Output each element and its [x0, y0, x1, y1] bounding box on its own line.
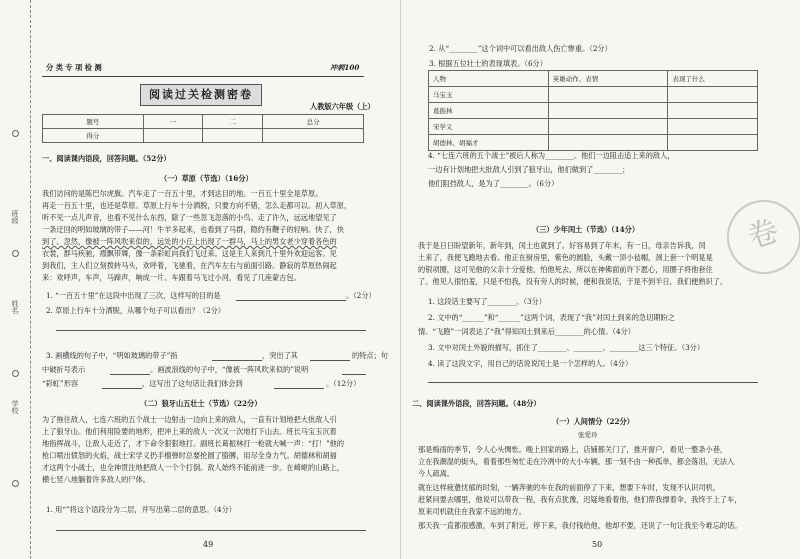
table-cell[interactable]: [668, 135, 758, 151]
answer-line[interactable]: [236, 300, 346, 301]
passage-line: 枪口喷出愤怒的火焰，战士宋学义扔手榴弹时总要抡圆了胳膊，用尽全身力气。胡德林和胡福: [42, 451, 337, 460]
question: 2. 从“________”这个词中可以看出敌人伤亡惨重。（2分）: [429, 44, 612, 53]
score-cell: 总分: [263, 115, 364, 129]
binding-hole: [12, 250, 19, 257]
question: 1. “一百五十里”在这段中出现了三次，这样写的目的是: [46, 291, 221, 300]
watermark-stamp: 卷: [717, 190, 800, 283]
passage-line: 的银项圈，这可见他的父亲十分爱他，怕他死去，所以在神佛面前许下愿心，用圈子将他套住: [418, 265, 713, 274]
passage-line: 听不见一点儿声音，也看不见什么东西，除了一些忽飞忽落的小鸟。走了许久，远远地望见了: [42, 213, 337, 222]
question-part: “彩虹”形容: [42, 379, 79, 388]
table-cell[interactable]: [548, 87, 668, 103]
score-cell: 得分: [43, 129, 144, 143]
question-part: 中破折号表示: [42, 365, 86, 374]
binding-hole: [12, 370, 19, 377]
passage-title: （一）人间情分（22分）: [552, 417, 634, 426]
passage-line: 一条迂回的明如玻璃的带子——河！牛羊多起来，也看到了马群，隐约有鞭子的轻响。快了，快: [42, 225, 344, 234]
question-part: 。画波浪线的句子中，“像被一阵风吹来似的”说明: [150, 365, 309, 374]
binding-hole: [12, 130, 19, 137]
passage-line: 才这两个小战士，也全神贯注地把敌人一个个打倒。敌人始终不能前进一步。在崎岖的山路上，: [42, 463, 344, 472]
score-cell: 二: [203, 115, 263, 129]
table-cell[interactable]: [548, 103, 668, 119]
page-number: 49: [203, 540, 214, 549]
table-cell[interactable]: [668, 103, 758, 119]
question: 4. 读了这段文字，用自己的话说说闰土是一个怎样的人。（4分）: [428, 359, 633, 368]
passage-line: 我于是日日盼望新年，新年到，闰土也就到了。好容易到了年末，有一日，母亲告诉我，闰: [418, 241, 706, 250]
answer-line[interactable]: [102, 388, 142, 389]
score-cell: [143, 129, 203, 143]
table-cell: 葛振林: [429, 103, 549, 119]
passage-line: 今人疏离。: [418, 469, 454, 478]
question: 3. 根据五位壮士的表现填表。（6分）: [429, 59, 547, 68]
question-part: 的特点；句: [352, 351, 388, 360]
passage-title: （一）草原（节选）（16分）: [160, 174, 253, 183]
answer-line[interactable]: [110, 374, 150, 375]
question-score: 。（12分）: [326, 379, 361, 388]
passage-line: 地指挥战斗，让敌人走近了，才下命令狠狠地打。副班长葛振林打一枪就大喊一声：“打！”他的: [42, 439, 345, 448]
answer-line[interactable]: [212, 360, 262, 361]
question: 2. 草原上行车十分洒脱，从哪个句子可以看出？（2分）: [46, 306, 226, 315]
question: 1. 用“”将这个语段分为二层，并写出第二层的意思。（4分）: [46, 505, 236, 514]
answer-line[interactable]: [342, 374, 366, 375]
passage-line: 原来司机就住在我家不远的地方。: [418, 507, 526, 516]
passage-title: （三）少年闰土（节选）（14分）: [532, 225, 640, 234]
page-title: 阅读过关检测密卷: [140, 84, 262, 106]
question: 1. 这段话主要写了________。（3分）: [428, 297, 546, 306]
passage-line: 了。他见人很怕羞，只是不怕我，没有旁人的时候，便和我说话，于是不到半日，我们便熟识了。: [418, 277, 728, 286]
passage-line: 到了。忽然，像被一阵风吹来似的，远处的小丘上出现了一群马，马上的男女老少穿着各色的: [42, 237, 337, 246]
question: 他们阻挡敌人，是为了________。（6分）: [428, 179, 559, 188]
section-heading: 一、阅读课内语段，回答问题。（52分）: [42, 154, 171, 163]
passage-line: 土来了，我便飞跑地去看。他正在厨房里，紫色的圆脸，头戴一顶小毡帽，颈上套一个明晃晃: [418, 253, 713, 262]
passage-line: 赶紧问要去哪里，他说可以带我一程，我有点犹豫，迟疑地看着他，他们帮我撑着伞，我终于上了车，: [418, 495, 742, 504]
question: 3. 文中对闰土外貌的描写，抓住了________、________、________这三个特征。（3分）: [428, 343, 705, 352]
answer-line[interactable]: [428, 382, 758, 383]
table-cell: 宋学义: [429, 119, 549, 135]
answer-line[interactable]: [56, 330, 366, 331]
margin-label-class: 班级: [11, 210, 19, 224]
question: 2. 文中的“______”和“______”这两个词，表现了“我”对闰土到来的急切期盼之: [428, 313, 675, 322]
margin-label-school: 学校: [11, 400, 19, 414]
passage-line: 那天我一直都很感激，车到了附近，停下来，我付钱给他，他却不要，还说了一句让我至今难忘的话。: [418, 521, 742, 530]
margin-label-name: 姓名: [11, 300, 19, 314]
passage-line: 立在我潮湿的街头，看着那些匆忙走在冷冽中的大小车辆，那一刻不由一种孤单，都会落泪，无法入: [418, 457, 735, 466]
passage-line: 到我们，主人们立刻拨转马头，欢呼着，飞驰着，在汽车左右与前面引路。静寂的草原热闹起: [42, 261, 337, 270]
score-cell: 题号: [43, 115, 144, 129]
table-header: 英雄动作、表情: [548, 71, 668, 87]
question: 情。“飞跑”一词表达了“我”得知闰土到来后________的心情。（4分）: [418, 327, 635, 336]
header-left: 分 类 专 项 检 测: [46, 63, 102, 72]
edition-label: 人教版六年级（上）: [310, 102, 375, 111]
passage-line: 衣裳，群马疾驰，襟飘带舞，像一条彩虹向我们飞过来。这是主人来到几十里外欢迎远客。见: [42, 249, 337, 258]
character-table: [428, 70, 758, 151]
answer-line[interactable]: [56, 530, 366, 531]
score-table: [42, 114, 364, 143]
question-score: 。（2分）: [346, 291, 376, 300]
binding-margin: [0, 0, 31, 559]
table-header: 表现了什么: [668, 71, 758, 87]
question: 4. “七连六班的五个战士”被后人称为________。他们一边阻击追上来的敌人，: [428, 151, 675, 160]
passage-line: 为了拖住敌人，七连六班的五个战士一边射击一边向上来的敌人，一直有计划地把大批敌人引: [42, 415, 337, 424]
question-part: ，突出了其: [262, 351, 298, 360]
passage-line: 上了狼牙山。他们利用险要的地形，把冲上来的敌人一次又一次地打下山去。班长马宝玉沉着: [42, 427, 337, 436]
score-cell: [203, 129, 263, 143]
passage-line: 就在这样疲惫忧郁的时刻，一辆奔驰的车在我的前面停了下来，想要下车时，发现不认识司机，: [418, 483, 720, 492]
score-cell: [263, 129, 364, 143]
binding-hole: [12, 480, 19, 487]
question: 一边有计划地把大批敌人引到了狼牙山，他们做到了________；: [428, 165, 630, 174]
table-cell: 胡德林、胡福才: [429, 135, 549, 151]
author: 张爱玲: [578, 431, 598, 439]
table-cell[interactable]: [668, 87, 758, 103]
passage-line: 横七竖八地躺着许多敌人的尸体。: [42, 475, 150, 484]
answer-line[interactable]: [310, 360, 350, 361]
table-cell[interactable]: [548, 119, 668, 135]
passage-line: 来：欢呼声，车声，马蹄声，响成一片。车跟着马飞过小河，看见了几座蒙古包。: [42, 273, 301, 282]
score-cell: 一: [143, 115, 203, 129]
question: 3. 画横线的句子中，“明如玻璃的带子”指: [46, 351, 178, 360]
table-cell: 马宝玉: [429, 87, 549, 103]
passage-line: 我们访问的是陈巴尔虎旗。汽车走了一百五十里，才到达目的地。一百五十里全是草原。: [42, 189, 323, 198]
passage-title: （二）狼牙山五壮士（节选）（22分）: [140, 399, 262, 408]
header-right: 冲刺100: [330, 63, 360, 72]
section-heading: 二、阅读课外语段，回答问题。（48分）: [412, 399, 541, 408]
question-part: ，这写出了这句话让我们体会到: [142, 379, 243, 388]
answer-line[interactable]: [274, 388, 324, 389]
table-cell[interactable]: [668, 119, 758, 135]
passage-line: 那是梅雨的季节，令人心头惆怅。晚上回家的路上，店铺都关门了，推开窗户，看见一整条小巷，: [418, 445, 728, 454]
page-number: 50: [592, 540, 603, 549]
table-header: 人物: [429, 71, 549, 87]
passage-line: 再走一百五十里，也还是草原。草原上行车十分洒脱，只要方向不错，怎么走都可以。初入草原，: [42, 201, 352, 210]
table-cell[interactable]: [548, 135, 668, 151]
